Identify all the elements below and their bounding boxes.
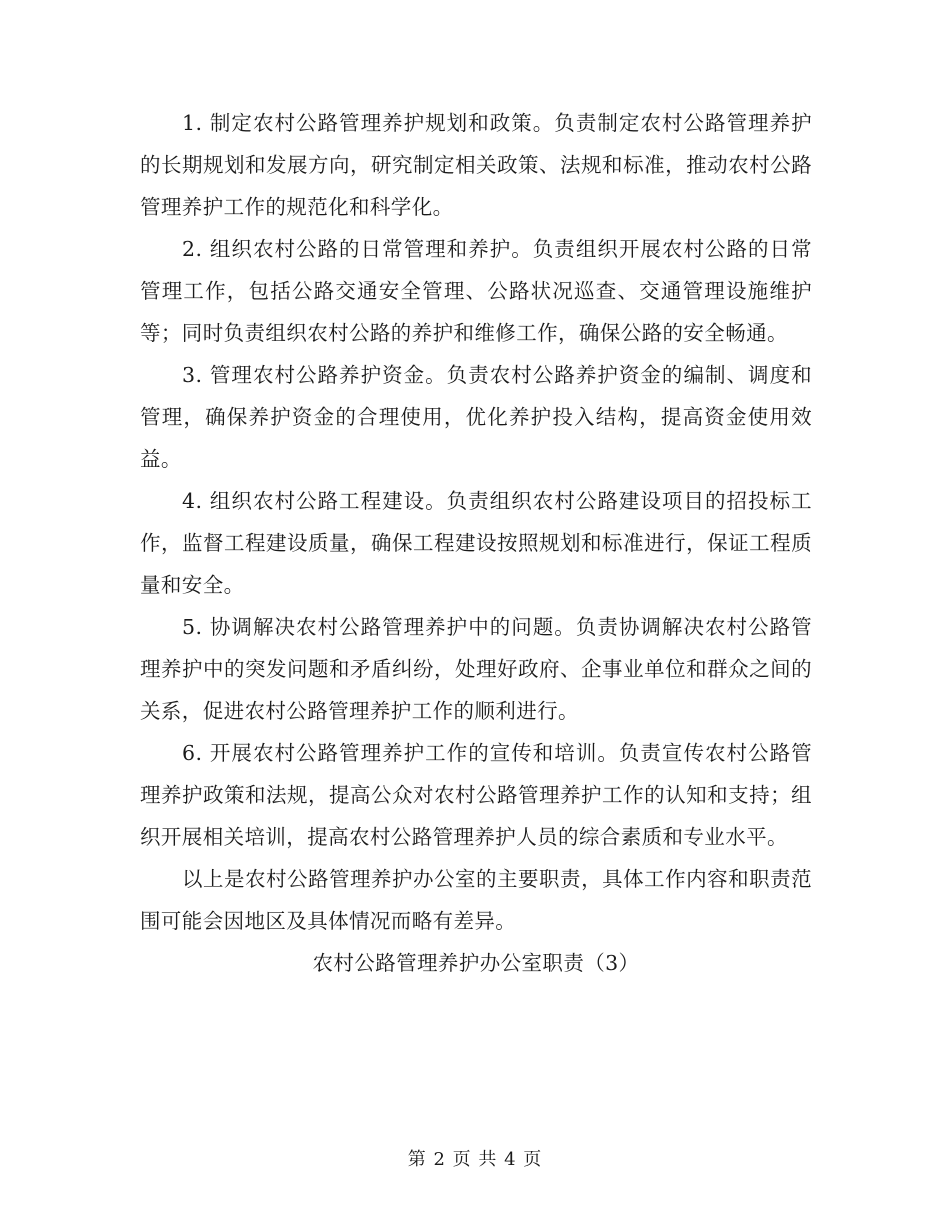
page-footer: 第 2 页 共 4 页 <box>407 1149 543 1170</box>
paragraph-duty-5: 5. 协调解决农村公路管理养护中的问题。负责协调解决农村公路管理养护中的突发问题和矛盾纠纷，处理好政府、企事业单位和群众之间的关系，促进农村公路管理养护工作的顺利进行。 <box>140 615 812 723</box>
paragraph-duty-2: 2. 组织农村公路的日常管理和养护。负责组织开展农村公路的日常管理工作，包括公路交通安全管理、公路状况巡查、交通管理设施维护等；同时负责组织农村公路的养护和维修工作，确保公路的安全畅通。 <box>140 237 812 345</box>
section-heading: 农村公路管理养护办公室职责（3） <box>312 951 640 975</box>
paragraph-duty-1: 1. 制定农村公路管理养护规划和政策。负责制定农村公路管理养护的长期规划和发展方向，研究制定相关政策、法规和标准，推动农村公路管理养护工作的规范化和科学化。 <box>140 111 812 219</box>
document-body <box>140 102 812 984</box>
paragraph-duty-4: 4. 组织农村公路工程建设。负责组织农村公路建设项目的招投标工作，监督工程建设质量，确保工程建设按照规划和标准进行，保证工程质量和安全。 <box>140 489 812 597</box>
paragraph-duty-6: 6. 开展农村公路管理养护工作的宣传和培训。负责宣传农村公路管理养护政策和法规，提高公众对农村公路管理养护工作的认知和支持；组织开展相关培训，提高农村公路管理养护人员的综合素质和专业水平。 <box>140 741 812 849</box>
paragraph-duty-3: 3. 管理农村公路养护资金。负责农村公路养护资金的编制、调度和管理，确保养护资金的合理使用，优化养护投入结构，提高资金使用效益。 <box>140 363 812 471</box>
paragraph-summary: 以上是农村公路管理养护办公室的主要职责，具体工作内容和职责范围可能会因地区及具体情况而略有差异。 <box>140 867 812 933</box>
